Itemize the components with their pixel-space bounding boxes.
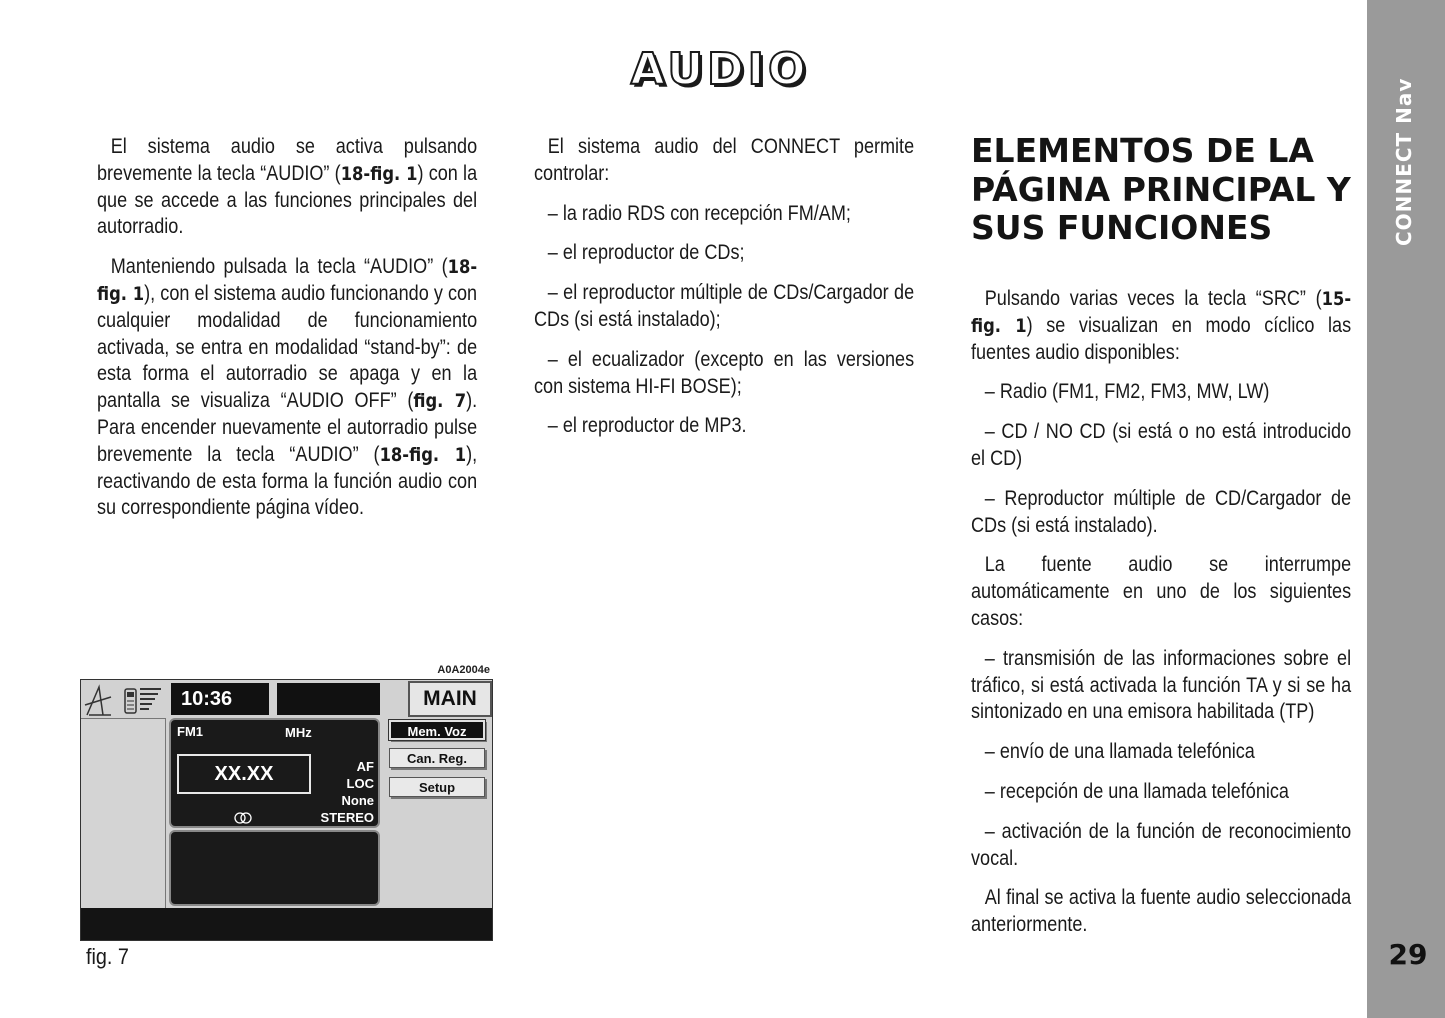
column-middle	[534, 134, 914, 453]
figure-reference: 18-fig. 1	[379, 443, 467, 466]
setup-button[interactable]: Setup	[389, 777, 485, 797]
column-left	[97, 134, 477, 535]
figure-reference: 15-fig. 1	[971, 288, 1352, 337]
paragraph: El sistema audio del CONNECT permite controlar:	[534, 135, 915, 185]
band-label: FM1	[177, 724, 203, 739]
status-pty: None	[341, 793, 374, 808]
figure-reference: 18-fig. 1	[340, 162, 418, 185]
figure-reference: fig. 7	[413, 390, 467, 413]
bottom-bar	[81, 908, 493, 941]
paragraph: Pulsando varias veces la tecla “SRC” (15-fig. 1) se visualizan en modo cíclico las fuentes audio disponibles:	[971, 287, 1352, 364]
list-item: – el ecualizador (excepto en las versiones con sistema HI-FI BOSE);	[534, 347, 915, 398]
paragraph: El sistema audio se activa pulsando brevemente la tecla “AUDIO” (18-fig. 1) con la que se accede a las funciones principales del autorradio.	[97, 135, 478, 239]
status-loc: LOC	[346, 776, 374, 791]
status-af: AF	[356, 759, 374, 774]
paragraph: Manteniendo pulsada la tecla “AUDIO” (18-fig. 1), con el sistema audio funcionando y con cualquier modalidad de funcionamiento activada, se entra en modalidad “stand-by”: de esta forma el autorradio se apaga y en la pantalla se visualiza “AUDIO OFF” (fig. 7). Para encender nuevamente el autorradio pulse brevemente la tecla “AUDIO” (18-fig. 1), reactivando de esta forma la función audio con su correspondiente página vídeo.	[97, 255, 478, 520]
unit-label: MHz	[285, 725, 312, 740]
list-item: – activación de la función de reconocimiento vocal.	[971, 819, 1352, 870]
mem-voz-button[interactable]: Mem. Voz	[389, 720, 485, 740]
list-item: – envío de una llamada telefónica	[984, 740, 1255, 764]
text-panel	[169, 830, 380, 906]
info-display	[277, 683, 380, 715]
paragraph: Al final se activa la fuente audio seleccionada anteriormente.	[971, 886, 1352, 937]
can-reg-button[interactable]: Can. Reg.	[389, 748, 485, 768]
frequency-display: XX.XX	[177, 754, 311, 794]
left-panel	[81, 718, 166, 909]
list-item: – el reproductor de MP3.	[547, 414, 747, 438]
signal-phone-icon	[83, 683, 163, 717]
clock-display: 10:36	[171, 683, 269, 715]
list-item: – la radio RDS con recepción FM/AM;	[547, 201, 851, 225]
list-item: – Reproductor múltiple de CD/Cargador de CDs (si está instalado).	[971, 486, 1352, 537]
page-number: 29	[1388, 938, 1428, 971]
stereo-icon	[233, 812, 253, 824]
list-item: – Radio (FM1, FM2, FM3, MW, LW)	[984, 380, 1270, 404]
figure-code: A0A2004e	[437, 664, 490, 676]
list-item: – recepción de una llamada telefónica	[984, 779, 1289, 803]
page-title: AUDIO	[630, 44, 810, 95]
main-button[interactable]: MAIN	[408, 681, 492, 717]
list-item: – CD / NO CD (si está o no está introducido el CD)	[971, 420, 1352, 470]
section-label: CONNECT Nav	[1392, 77, 1416, 246]
status-stereo: STEREO	[320, 810, 374, 825]
column-right	[971, 286, 1351, 952]
radio-screen-illustration	[80, 679, 493, 941]
radio-panel	[169, 718, 380, 828]
list-item: – transmisión de las informaciones sobre el tráfico, si está activada la función TA y si se ha sintonizado en una emisora habilitada (TP)	[971, 646, 1352, 724]
figure-reference: 18-fig. 1	[97, 256, 478, 305]
list-item: – el reproductor de CDs;	[547, 241, 745, 265]
paragraph: La fuente audio se interrumpe automáticamente en uno de los siguientes casos:	[971, 553, 1352, 630]
section-heading: ELEMENTOS DE LA PÁGINA PRINCIPAL Y SUS FUNCIONES	[971, 131, 1351, 247]
figure-caption: fig. 7	[86, 944, 129, 969]
list-item: – el reproductor múltiple de CDs/Cargador de CDs (si está instalado);	[534, 281, 915, 331]
